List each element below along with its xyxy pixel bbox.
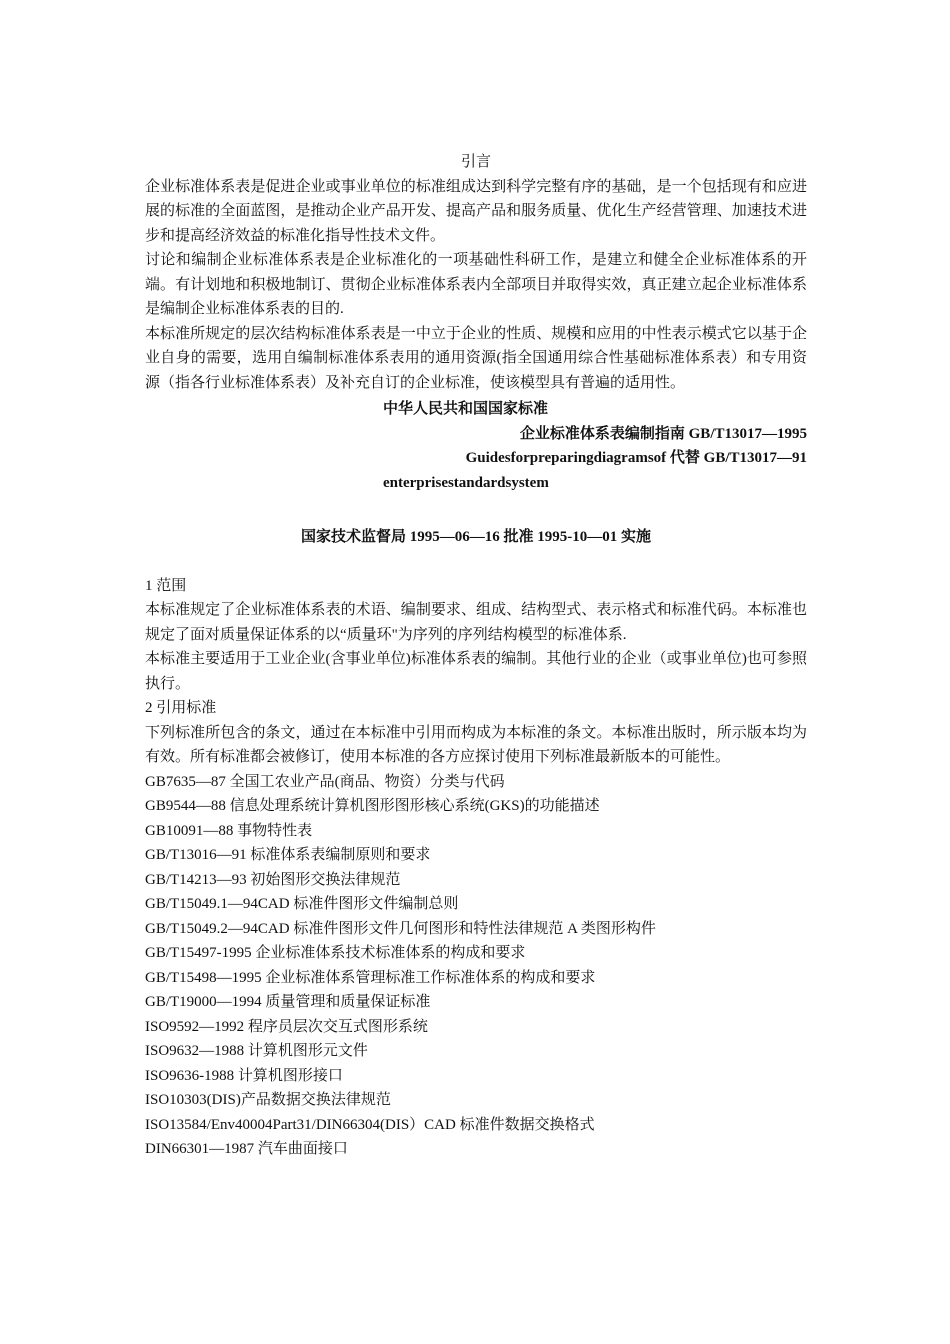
- intro-paragraph-1: 企业标准体系表是促进企业或事业单位的标准组成达到科学完整有序的基础，是一个包括现有和应进展的标准的全面蓝图，是推动企业产品开发、提高产品和服务质量、优化生产经营管理、加速技术进步和提高经济效益的标准化指导性技术文件。: [145, 178, 807, 244]
- reference-item: ISO9636-1988 计算机图形接口: [145, 1067, 343, 1084]
- intro-paragraph-3: 本标准所规定的层次结构标准体系表是一中立于企业的性质、规模和应用的中性表示模式它以基于企业自身的需要，选用自编制标准体系表用的通用资源(指全国通用综合性基础标准体系表）和专用资源（指各行业标准体系表）及补充自订的企业标准，使该模型具有普遍的适用性。: [145, 325, 807, 391]
- reference-item: DIN66301—1987 汽车曲面接口: [145, 1141, 348, 1157]
- reference-item: GB/T19000—1994 质量管理和质量保证标准: [145, 994, 431, 1010]
- standard-header: [145, 397, 807, 574]
- reference-item: ISO13584/Env40004Part31/DIN66304(DIS）CAD 标准件数据交换格式: [145, 1116, 595, 1133]
- spacer: [145, 495, 807, 519]
- section-2-paragraph: 下列标准所包含的条文，通过在本标准中引用而构成为本标准的条文。本标准出版时，所示版本均为有效。所有标准都会被修订，使用本标准的各方应探讨使用下列标准最新版本的可能性。: [145, 724, 807, 765]
- section-2-heading: 2 引用标准: [145, 700, 217, 716]
- reference-list: [145, 770, 807, 1162]
- standard-title-en-line2: enterprisestandardsystem: [383, 474, 549, 491]
- section-1-paragraph-2: 本标准主要适用于工业企业(含事业单位)标准体系表的编制。其他行业的企业（或事业单位)也可参照执行。: [145, 651, 807, 692]
- section-1-heading: 1 范围: [145, 577, 187, 594]
- spacer: [145, 550, 807, 574]
- intro-paragraph-2: 讨论和编制企业标准体系表是企业标准化的一项基础性科研工作，是建立和健全企业标准体系的开端。有计划地和积极地制订、贯彻企业标准体系表内全部项目并取得实效，真正建立起企业标准体系是编制企业标准体系表的目的.: [145, 252, 807, 317]
- section-1-paragraph-1: 本标准规定了企业标准体系表的术语、编制要求、组成、结构型式、表示格式和标准代码。本标准也规定了面对质量保证体系的以“质量环"为序列的序列结构模型的标准体系.: [145, 602, 807, 643]
- reference-item: ISO10303(DIS)产品数据交换法律规范: [145, 1092, 391, 1108]
- standard-title-en-line1: Guidesforpreparingdiagramsof 代替 GB/T13017—91: [465, 450, 807, 466]
- reference-item: GB/T15497-1995 企业标准体系技术标准体系的构成和要求: [145, 945, 526, 961]
- document-page: [145, 150, 807, 1162]
- reference-item: ISO9592—1992 程序员层次交互式图形系统: [145, 1018, 428, 1035]
- reference-item: GB9544—88 信息处理系统计算机图形图形核心系统(GKS)的功能描述: [145, 798, 600, 814]
- reference-item: GB7635—87 全国工农业产品(商品、物资）分类与代码: [145, 773, 505, 790]
- reference-item: GB/T15498—1995 企业标准体系管理标准工作标准体系的构成和要求: [145, 969, 596, 986]
- reference-item: ISO9632—1988 计算机图形元文件: [145, 1043, 368, 1059]
- intro-title: 引言: [460, 154, 491, 170]
- standard-title-cn: 企业标准体系表编制指南 GB/T13017—1995: [519, 425, 807, 442]
- standard-approval: 国家技术监督局 1995—06—16 批准 1995-10—01 实施: [301, 529, 651, 545]
- reference-item: GB/T15049.1—94CAD 标准件图形文件编制总则: [145, 896, 459, 912]
- reference-item: GB/T13016—91 标准体系表编制原则和要求: [145, 847, 431, 863]
- reference-item: GB10091—88 事物特性表: [145, 822, 313, 839]
- standard-issuer: 中华人民共和国国家标准: [383, 401, 549, 417]
- reference-item: GB/T15049.2—94CAD 标准件图形文件几何图形和特性法律规范 A 类图形构件: [145, 920, 656, 937]
- reference-item: GB/T14213—93 初始图形交换法律规范: [145, 871, 401, 888]
